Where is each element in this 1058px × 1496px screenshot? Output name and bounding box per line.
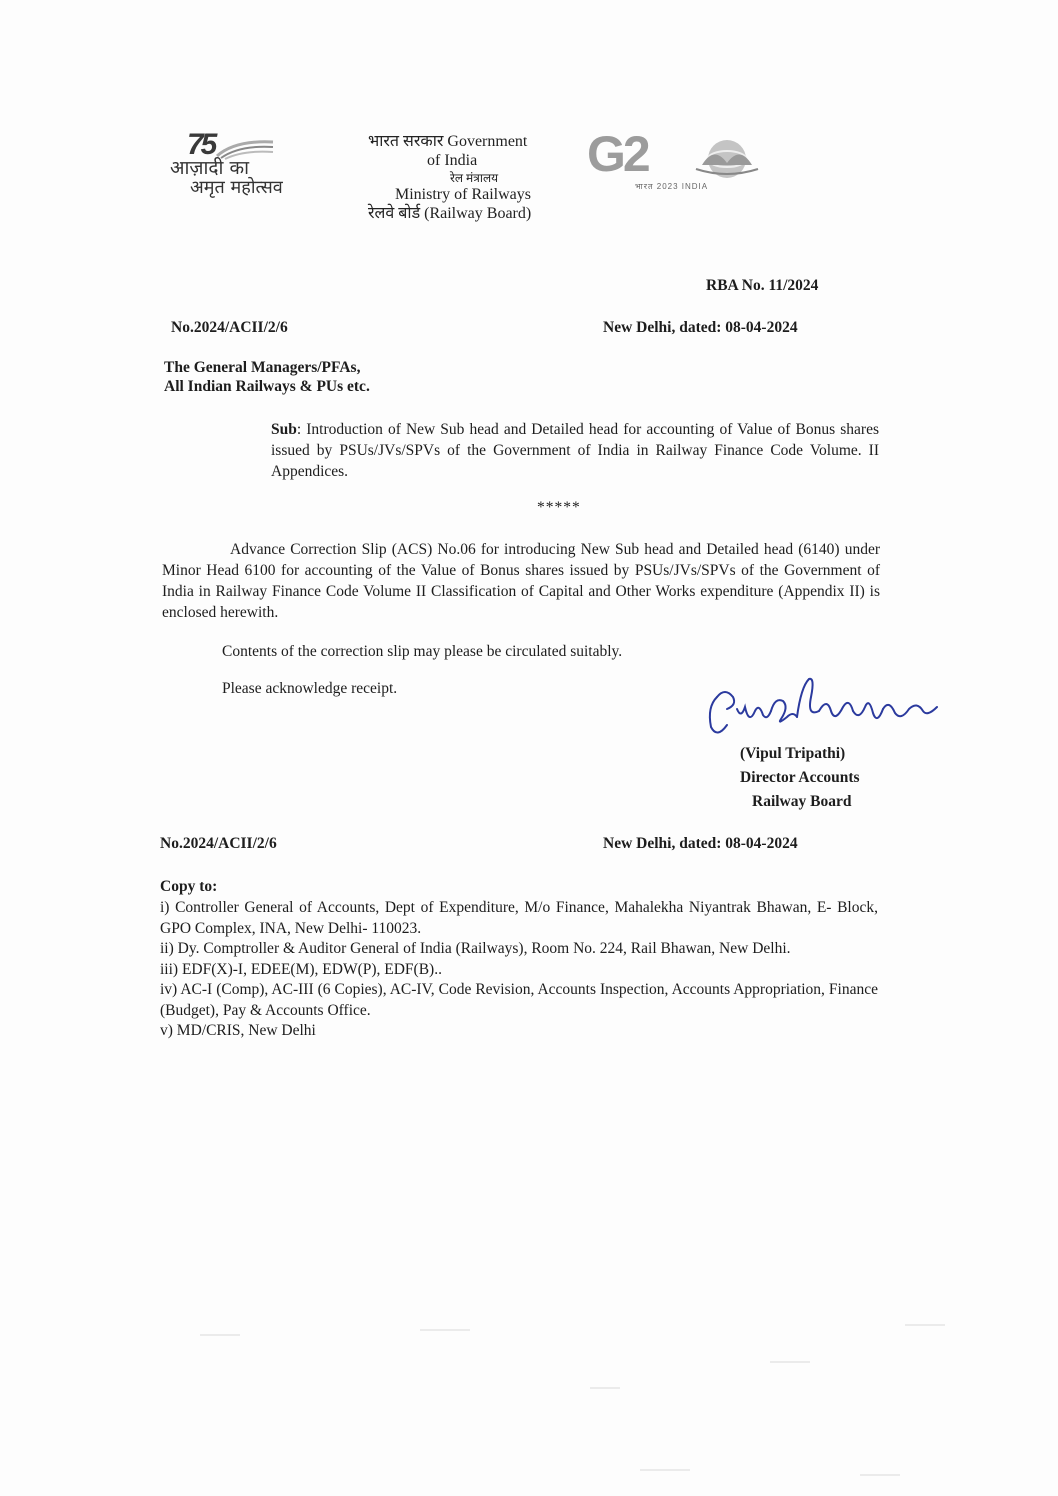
govt-line-4: Ministry of Railways [395, 186, 531, 203]
list-item: i) Controller General of Accounts, Dept of Expenditure, M/o Finance, Mahalekha Niyantrak Bhawan, E- Block, GPO Complex, INA, New Delhi- 110023. [160, 899, 878, 937]
addressee-line-1: The General Managers/PFAs, [164, 359, 361, 376]
govt-line-1: भारत सरकार Government [368, 133, 528, 150]
g20-subtitle: भारत 2023 INDIA [635, 182, 709, 191]
logo-75-number: 75 [187, 128, 215, 161]
addressee-line-2: All Indian Railways & PUs etc. [164, 378, 370, 395]
copy-to-heading: Copy to: [160, 878, 218, 895]
list-item: ii) Dy. Comptroller & Auditor General of India (Railways), Room No. 224, Rail Bhawan, New Delhi. [160, 940, 791, 957]
logo-line-1: आज़ादी का [170, 157, 249, 179]
subject-text: : Introduction of New Sub head and Detailed head for accounting of Value of Bonus shares issued by PSUs/JVs/SPVs of the Government of India in Railway Finance Code Volume. II Appendices. [271, 421, 879, 480]
government-header [368, 133, 531, 223]
separator: ***** [537, 499, 581, 516]
acknowledge-line: Please acknowledge receipt. [222, 680, 398, 697]
list-item: iv) AC-I (Comp), AC-III (6 Copies), AC-IV, Code Revision, Accounts Inspection, Accounts Appropriation, Finance (Budget), Pay & Accounts Office. [160, 981, 878, 1019]
lotus-globe-icon [692, 135, 762, 181]
govt-line-5: रेलवे बोर्ड (Railway Board) [368, 204, 532, 222]
letter-date: New Delhi, dated: 08-04-2024 [603, 319, 798, 336]
subject-label: Sub [271, 421, 297, 438]
govt-line-3: रेल मंत्रालय [450, 171, 499, 185]
copy-to-list [160, 898, 878, 1042]
reference-number: No.2024/ACII/2/6 [171, 319, 288, 336]
azadi-ka-amrit-mahotsav-logo [160, 128, 330, 200]
handwritten-signature [697, 667, 967, 747]
g20-text: G2 [587, 126, 648, 182]
g20-logo [587, 126, 787, 196]
copy-reference-number: No.2024/ACII/2/6 [160, 835, 277, 852]
list-item: v) MD/CRIS, New Delhi [160, 1022, 316, 1039]
rba-number: RBA No. 11/2024 [706, 277, 819, 294]
signatory-office: Railway Board [752, 793, 852, 810]
circulate-line: Contents of the correction slip may please be circulated suitably. [222, 643, 623, 660]
signatory-designation: Director Accounts [740, 769, 860, 786]
govt-line-2: of India [427, 151, 478, 169]
signatory-name: (Vipul Tripathi) [740, 745, 846, 762]
copy-date: New Delhi, dated: 08-04-2024 [603, 835, 798, 852]
subject-block [271, 419, 879, 482]
list-item: iii) EDF(X)-I, EDEE(M), EDW(P), EDF(B).. [160, 960, 442, 978]
logo-line-2: अमृत महोत्सव [190, 177, 283, 198]
body-paragraph: Advance Correction Slip (ACS) No.06 for introducing New Sub head and Detailed head (6140) under Minor Head 6100 for accounting of the Value of Bonus shares issued by PSUs/JVs/SPVs of the Government of India in Railway Finance Code Volume II Classification of Capital and Other Works expenditure (Appendix II) is enclosed herewith. [162, 541, 880, 621]
